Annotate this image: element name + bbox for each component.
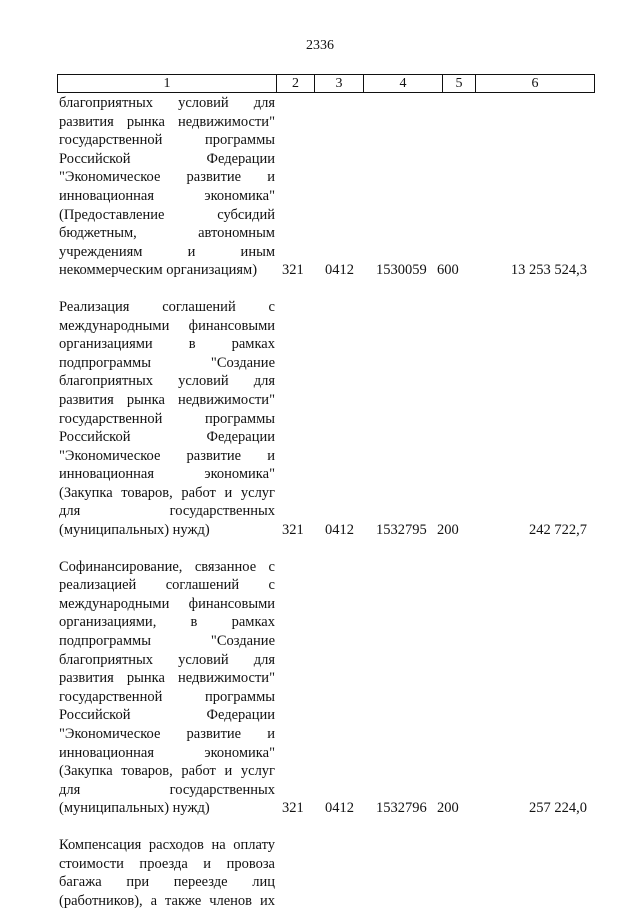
desc-line: инновационная экономика" (59, 466, 275, 483)
desc-line: международными финансовыми (59, 317, 275, 334)
row-description (59, 94, 275, 280)
column-header-6: 6 (476, 75, 595, 93)
desc-line: некоммерческим организациям) (59, 262, 258, 279)
ministry-code: 321 (282, 522, 304, 539)
desc-line: Российской Федерации (59, 707, 275, 724)
column-header-table (57, 74, 595, 93)
desc-line: багажа при переезде лиц (59, 874, 275, 891)
desc-line: реализацией соглашений с (59, 577, 275, 594)
desc-line: для государственных (59, 503, 275, 520)
desc-line: (муниципальных) нужд) (59, 800, 210, 817)
desc-line: Российской Федерации (59, 150, 275, 167)
expense-type-code: 200 (437, 800, 459, 817)
desc-line: "Экономическое развитие и (59, 169, 275, 186)
column-header-2: 2 (277, 75, 315, 93)
amount: 257 224,0 (529, 800, 587, 817)
table-row (57, 298, 587, 540)
expense-type-code: 600 (437, 262, 459, 279)
desc-line: благоприятных условий для (59, 373, 275, 390)
desc-line: развития рынка недвижимости" (59, 391, 275, 408)
desc-line: инновационная экономика" (59, 744, 275, 761)
desc-line: (работников), а также членов их (59, 892, 275, 909)
column-header-3: 3 (315, 75, 364, 93)
desc-line: "Экономическое развитие и (59, 447, 275, 464)
section-code: 0412 (325, 262, 354, 279)
desc-line: (Закупка товаров, работ и услуг (59, 484, 275, 501)
desc-line: подпрограммы "Создание (59, 354, 275, 371)
desc-line: стоимости проезда и провоза (59, 855, 275, 872)
ministry-code: 321 (282, 262, 304, 279)
desc-line: инновационная экономика" (59, 187, 275, 204)
desc-line: бюджетным, автономным (59, 225, 275, 242)
desc-line: благоприятных условий для (59, 651, 275, 668)
desc-line: Компенсация расходов на оплату (59, 836, 275, 853)
expense-type-code: 200 (437, 522, 459, 539)
desc-line: для государственных (59, 781, 275, 798)
table-row-continued (57, 836, 587, 910)
desc-line: "Экономическое развитие и (59, 726, 275, 742)
target-article-code: 1532796 (376, 800, 427, 817)
table-row (57, 558, 587, 818)
table-row (57, 94, 587, 280)
target-article-code: 1530059 (376, 262, 427, 279)
desc-line: развития рынка недвижимости" (59, 670, 275, 687)
desc-line: организациями в рамках (59, 336, 275, 353)
desc-line: государственной программы (59, 688, 275, 705)
row-description (59, 298, 275, 540)
desc-line: Софинансирование, связанное с (59, 558, 275, 575)
desc-line: подпрограммы "Создание (59, 633, 275, 650)
target-article-code: 1532795 (376, 522, 427, 539)
column-header-5: 5 (443, 75, 476, 93)
desc-line: благоприятных условий для (59, 95, 275, 111)
row-description (59, 558, 275, 818)
column-header-4: 4 (364, 75, 443, 93)
desc-line: (Предоставление субсидий (59, 206, 275, 223)
desc-line: государственной программы (59, 132, 275, 149)
desc-line: учреждениям и иным (59, 243, 275, 260)
section-code: 0412 (325, 522, 354, 539)
desc-line: (муниципальных) нужд) (59, 522, 210, 539)
column-header-1: 1 (58, 75, 277, 93)
desc-line: Реализация соглашений с (59, 298, 275, 315)
desc-line: (Закупка товаров, работ и услуг (59, 763, 275, 780)
desc-line: Российской Федерации (59, 429, 275, 446)
row-description (59, 836, 275, 910)
desc-line: международными финансовыми (59, 595, 275, 612)
amount: 13 253 524,3 (510, 262, 587, 279)
budget-rows (57, 94, 587, 910)
page-number: 2336 (306, 38, 334, 53)
desc-line: развития рынка недвижимости" (59, 113, 275, 130)
ministry-code: 321 (282, 800, 304, 817)
section-code: 0412 (325, 800, 354, 817)
desc-line: государственной программы (59, 410, 275, 427)
desc-line: организациями, в рамках (59, 614, 275, 631)
amount: 242 722,7 (529, 522, 587, 539)
